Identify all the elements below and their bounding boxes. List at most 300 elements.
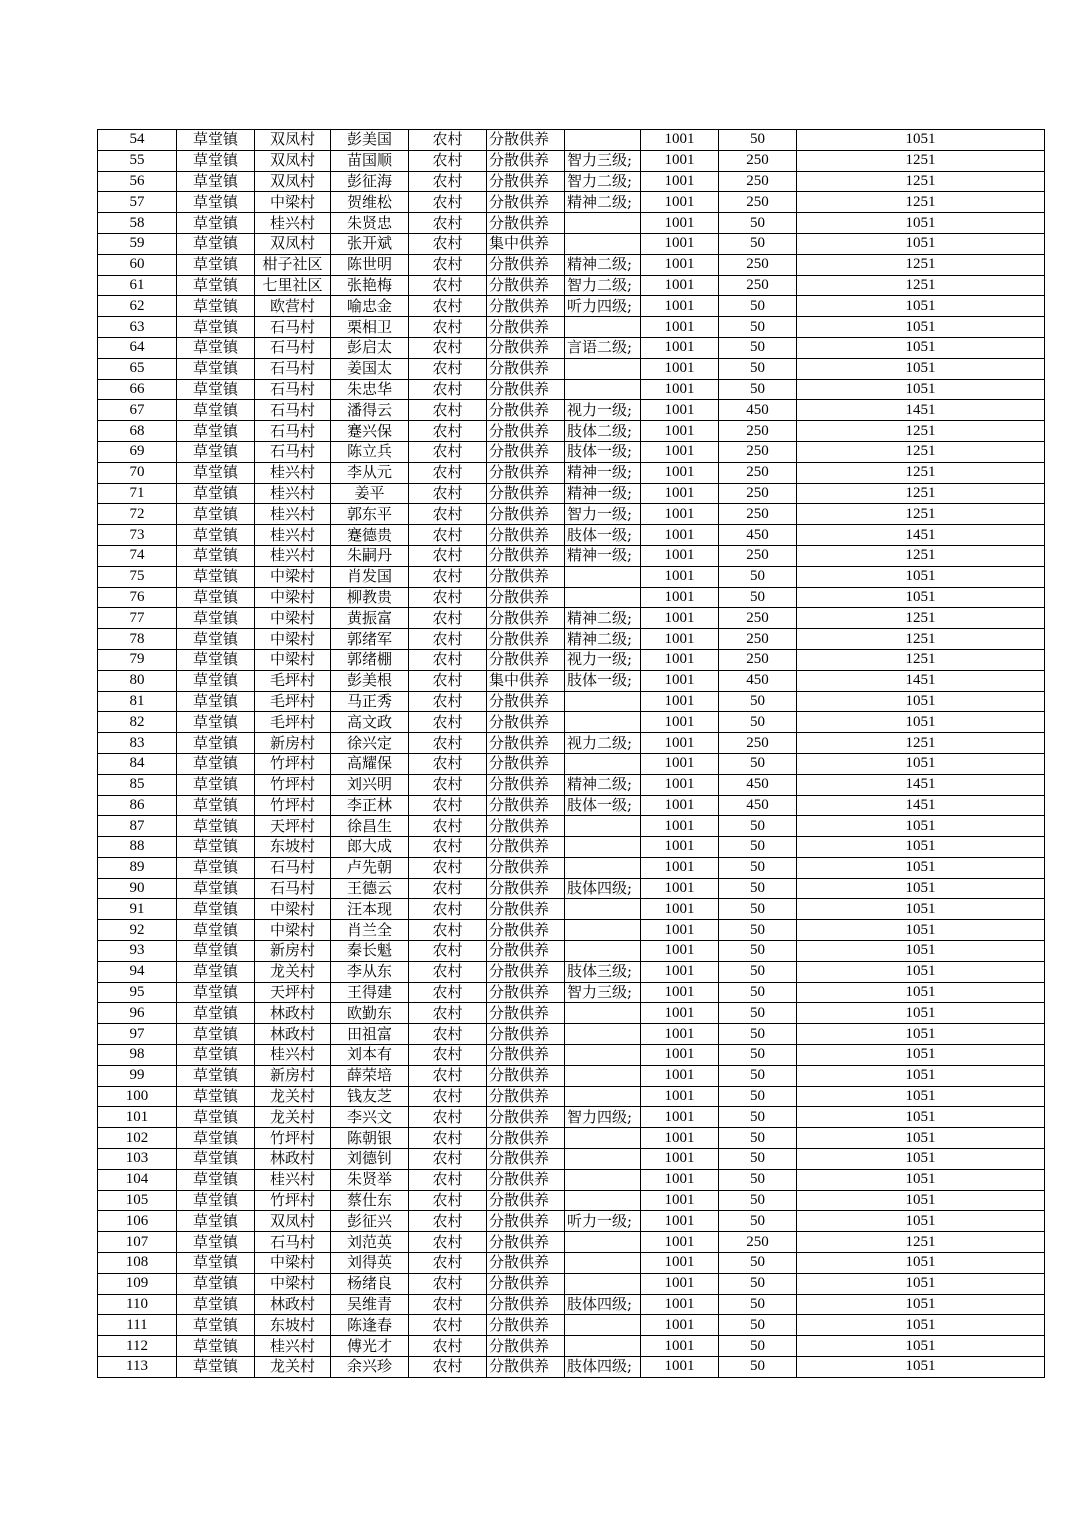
cell-disability-level <box>565 920 641 941</box>
cell-person-name: 蹇兴保 <box>331 421 409 442</box>
table-row <box>98 629 1045 650</box>
cell-town: 草堂镇 <box>177 525 255 546</box>
cell-person-name: 苗国顺 <box>331 150 409 171</box>
cell-base-amount: 1001 <box>641 1128 719 1149</box>
table-row <box>98 317 1045 338</box>
cell-person-name: 朱忠华 <box>331 379 409 400</box>
table-row <box>98 400 1045 421</box>
cell-row-number: 99 <box>98 1065 177 1086</box>
cell-base-amount: 1001 <box>641 712 719 733</box>
cell-row-number: 98 <box>98 1045 177 1066</box>
cell-total-amount: 1251 <box>797 171 1045 192</box>
cell-village: 石马村 <box>255 1232 331 1253</box>
cell-town: 草堂镇 <box>177 941 255 962</box>
cell-row-number: 113 <box>98 1357 177 1378</box>
cell-area-type: 农村 <box>409 1357 487 1378</box>
table-row <box>98 1003 1045 1024</box>
cell-total-amount: 1451 <box>797 670 1045 691</box>
cell-disability-level <box>565 1232 641 1253</box>
cell-base-amount: 1001 <box>641 1086 719 1107</box>
table-row <box>98 857 1045 878</box>
cell-village: 桂兴村 <box>255 483 331 504</box>
cell-support-type: 分散供养 <box>487 1211 565 1232</box>
cell-person-name: 吴维青 <box>331 1294 409 1315</box>
cell-total-amount: 1051 <box>797 337 1045 358</box>
cell-total-amount: 1251 <box>797 629 1045 650</box>
table-row <box>98 233 1045 254</box>
cell-row-number: 78 <box>98 629 177 650</box>
cell-area-type: 农村 <box>409 1336 487 1357</box>
cell-person-name: 肖发国 <box>331 566 409 587</box>
cell-area-type: 农村 <box>409 275 487 296</box>
cell-total-amount: 1051 <box>797 1128 1045 1149</box>
cell-support-type: 分散供养 <box>487 649 565 670</box>
cell-village: 欧营村 <box>255 296 331 317</box>
cell-total-amount: 1051 <box>797 920 1045 941</box>
cell-row-number: 110 <box>98 1294 177 1315</box>
cell-disability-level <box>565 1003 641 1024</box>
cell-total-amount: 1051 <box>797 317 1045 338</box>
cell-support-type: 分散供养 <box>487 587 565 608</box>
cell-base-amount: 1001 <box>641 1294 719 1315</box>
cell-total-amount: 1051 <box>797 1107 1045 1128</box>
cell-town: 草堂镇 <box>177 774 255 795</box>
cell-disability-level: 智力四级; <box>565 1107 641 1128</box>
cell-row-number: 79 <box>98 649 177 670</box>
cell-person-name: 钱友芝 <box>331 1086 409 1107</box>
cell-village: 石马村 <box>255 441 331 462</box>
cell-area-type: 农村 <box>409 753 487 774</box>
cell-village: 桂兴村 <box>255 504 331 525</box>
cell-support-type: 分散供养 <box>487 358 565 379</box>
cell-town: 草堂镇 <box>177 1315 255 1336</box>
table-row <box>98 1357 1045 1378</box>
cell-disability-level <box>565 566 641 587</box>
cell-person-name: 卢先朝 <box>331 857 409 878</box>
cell-area-type: 农村 <box>409 774 487 795</box>
cell-village: 东坡村 <box>255 1315 331 1336</box>
cell-area-type: 农村 <box>409 961 487 982</box>
cell-subsidy-amount: 250 <box>719 171 797 192</box>
cell-person-name: 栗相卫 <box>331 317 409 338</box>
cell-base-amount: 1001 <box>641 982 719 1003</box>
cell-total-amount: 1451 <box>797 774 1045 795</box>
cell-town: 草堂镇 <box>177 1273 255 1294</box>
cell-village: 桂兴村 <box>255 525 331 546</box>
cell-person-name: 蔡仕东 <box>331 1190 409 1211</box>
cell-person-name: 李从东 <box>331 961 409 982</box>
cell-total-amount: 1051 <box>797 1045 1045 1066</box>
cell-village: 中梁村 <box>255 629 331 650</box>
cell-total-amount: 1051 <box>797 1169 1045 1190</box>
cell-town: 草堂镇 <box>177 1294 255 1315</box>
cell-village: 林政村 <box>255 1149 331 1170</box>
cell-town: 草堂镇 <box>177 192 255 213</box>
cell-person-name: 喻忠金 <box>331 296 409 317</box>
cell-support-type: 分散供养 <box>487 1253 565 1274</box>
table-row <box>98 753 1045 774</box>
cell-village: 竹坪村 <box>255 795 331 816</box>
cell-area-type: 农村 <box>409 1232 487 1253</box>
table-row <box>98 337 1045 358</box>
cell-area-type: 农村 <box>409 941 487 962</box>
cell-disability-level <box>565 691 641 712</box>
cell-support-type: 分散供养 <box>487 1315 565 1336</box>
cell-disability-level: 智力三级; <box>565 982 641 1003</box>
cell-disability-level: 视力一级; <box>565 649 641 670</box>
cell-support-type: 分散供养 <box>487 1273 565 1294</box>
cell-row-number: 62 <box>98 296 177 317</box>
cell-subsidy-amount: 50 <box>719 1024 797 1045</box>
cell-disability-level: 听力一级; <box>565 1211 641 1232</box>
cell-total-amount: 1051 <box>797 566 1045 587</box>
table-row <box>98 920 1045 941</box>
cell-row-number: 59 <box>98 233 177 254</box>
cell-area-type: 农村 <box>409 1024 487 1045</box>
cell-row-number: 61 <box>98 275 177 296</box>
cell-support-type: 分散供养 <box>487 150 565 171</box>
cell-town: 草堂镇 <box>177 337 255 358</box>
cell-disability-level <box>565 1273 641 1294</box>
cell-area-type: 农村 <box>409 421 487 442</box>
cell-village: 林政村 <box>255 1024 331 1045</box>
cell-subsidy-amount: 50 <box>719 317 797 338</box>
cell-village: 中梁村 <box>255 192 331 213</box>
cell-disability-level <box>565 1253 641 1274</box>
cell-base-amount: 1001 <box>641 1149 719 1170</box>
cell-row-number: 112 <box>98 1336 177 1357</box>
cell-disability-level: 肢体一级; <box>565 525 641 546</box>
cell-area-type: 农村 <box>409 525 487 546</box>
cell-town: 草堂镇 <box>177 753 255 774</box>
cell-support-type: 分散供养 <box>487 525 565 546</box>
cell-row-number: 94 <box>98 961 177 982</box>
cell-base-amount: 1001 <box>641 1169 719 1190</box>
cell-town: 草堂镇 <box>177 1065 255 1086</box>
cell-disability-level: 听力四级; <box>565 296 641 317</box>
cell-row-number: 72 <box>98 504 177 525</box>
cell-total-amount: 1051 <box>797 961 1045 982</box>
cell-total-amount: 1051 <box>797 816 1045 837</box>
cell-row-number: 65 <box>98 358 177 379</box>
cell-row-number: 64 <box>98 337 177 358</box>
cell-person-name: 刘德钊 <box>331 1149 409 1170</box>
cell-row-number: 58 <box>98 213 177 234</box>
cell-village: 双凤村 <box>255 1211 331 1232</box>
cell-town: 草堂镇 <box>177 1190 255 1211</box>
cell-town: 草堂镇 <box>177 275 255 296</box>
cell-total-amount: 1251 <box>797 608 1045 629</box>
cell-person-name: 汪本现 <box>331 899 409 920</box>
cell-town: 草堂镇 <box>177 899 255 920</box>
cell-disability-level <box>565 358 641 379</box>
cell-total-amount: 1051 <box>797 1315 1045 1336</box>
cell-total-amount: 1051 <box>797 1211 1045 1232</box>
cell-town: 草堂镇 <box>177 1024 255 1045</box>
cell-base-amount: 1001 <box>641 1107 719 1128</box>
cell-village: 七里社区 <box>255 275 331 296</box>
cell-total-amount: 1451 <box>797 525 1045 546</box>
cell-village: 毛坪村 <box>255 691 331 712</box>
table-row <box>98 587 1045 608</box>
cell-total-amount: 1051 <box>797 1253 1045 1274</box>
cell-row-number: 56 <box>98 171 177 192</box>
cell-total-amount: 1051 <box>797 587 1045 608</box>
cell-total-amount: 1451 <box>797 795 1045 816</box>
cell-base-amount: 1001 <box>641 296 719 317</box>
table-row <box>98 670 1045 691</box>
cell-total-amount: 1051 <box>797 1003 1045 1024</box>
cell-base-amount: 1001 <box>641 400 719 421</box>
cell-subsidy-amount: 50 <box>719 941 797 962</box>
cell-total-amount: 1051 <box>797 213 1045 234</box>
cell-total-amount: 1051 <box>797 1024 1045 1045</box>
cell-disability-level <box>565 899 641 920</box>
cell-subsidy-amount: 50 <box>719 1045 797 1066</box>
cell-base-amount: 1001 <box>641 1003 719 1024</box>
cell-village: 桂兴村 <box>255 1169 331 1190</box>
cell-person-name: 潘得云 <box>331 400 409 421</box>
cell-town: 草堂镇 <box>177 358 255 379</box>
cell-subsidy-amount: 50 <box>719 1107 797 1128</box>
table-row <box>98 213 1045 234</box>
cell-disability-level: 视力一级; <box>565 400 641 421</box>
cell-area-type: 农村 <box>409 1086 487 1107</box>
cell-town: 草堂镇 <box>177 712 255 733</box>
cell-person-name: 余兴珍 <box>331 1357 409 1378</box>
table-row <box>98 1086 1045 1107</box>
cell-area-type: 农村 <box>409 1315 487 1336</box>
cell-disability-level <box>565 1190 641 1211</box>
cell-disability-level: 视力二级; <box>565 733 641 754</box>
cell-village: 龙关村 <box>255 1107 331 1128</box>
cell-subsidy-amount: 250 <box>719 483 797 504</box>
cell-person-name: 彭启太 <box>331 337 409 358</box>
cell-person-name: 肖兰全 <box>331 920 409 941</box>
cell-town: 草堂镇 <box>177 1107 255 1128</box>
cell-total-amount: 1051 <box>797 753 1045 774</box>
cell-subsidy-amount: 50 <box>719 1273 797 1294</box>
cell-base-amount: 1001 <box>641 1211 719 1232</box>
cell-town: 草堂镇 <box>177 816 255 837</box>
cell-base-amount: 1001 <box>641 733 719 754</box>
table-row <box>98 545 1045 566</box>
cell-subsidy-amount: 50 <box>719 1315 797 1336</box>
cell-area-type: 农村 <box>409 545 487 566</box>
table-row <box>98 1128 1045 1149</box>
cell-subsidy-amount: 50 <box>719 358 797 379</box>
cell-area-type: 农村 <box>409 816 487 837</box>
cell-disability-level: 精神一级; <box>565 483 641 504</box>
cell-area-type: 农村 <box>409 337 487 358</box>
welfare-table <box>97 129 1045 1378</box>
cell-total-amount: 1051 <box>797 691 1045 712</box>
cell-person-name: 郭绪军 <box>331 629 409 650</box>
cell-support-type: 分散供养 <box>487 774 565 795</box>
cell-person-name: 姜平 <box>331 483 409 504</box>
cell-support-type: 分散供养 <box>487 441 565 462</box>
cell-village: 桂兴村 <box>255 462 331 483</box>
cell-subsidy-amount: 50 <box>719 1190 797 1211</box>
cell-disability-level <box>565 1169 641 1190</box>
table-row <box>98 192 1045 213</box>
cell-row-number: 108 <box>98 1253 177 1274</box>
cell-village: 石马村 <box>255 379 331 400</box>
cell-area-type: 农村 <box>409 483 487 504</box>
cell-area-type: 农村 <box>409 358 487 379</box>
cell-village: 龙关村 <box>255 1086 331 1107</box>
cell-support-type: 分散供养 <box>487 1336 565 1357</box>
cell-support-type: 分散供养 <box>487 275 565 296</box>
cell-total-amount: 1051 <box>797 899 1045 920</box>
cell-row-number: 84 <box>98 753 177 774</box>
cell-village: 天坪村 <box>255 982 331 1003</box>
cell-base-amount: 1001 <box>641 1045 719 1066</box>
cell-row-number: 91 <box>98 899 177 920</box>
cell-support-type: 分散供养 <box>487 1107 565 1128</box>
cell-person-name: 陈朝银 <box>331 1128 409 1149</box>
cell-support-type: 分散供养 <box>487 795 565 816</box>
cell-disability-level: 精神二级; <box>565 608 641 629</box>
cell-village: 新房村 <box>255 1065 331 1086</box>
cell-row-number: 93 <box>98 941 177 962</box>
cell-disability-level: 精神二级; <box>565 629 641 650</box>
cell-disability-level <box>565 1149 641 1170</box>
cell-village: 石马村 <box>255 878 331 899</box>
cell-person-name: 王德云 <box>331 878 409 899</box>
cell-row-number: 57 <box>98 192 177 213</box>
cell-subsidy-amount: 50 <box>719 233 797 254</box>
cell-row-number: 60 <box>98 254 177 275</box>
cell-row-number: 105 <box>98 1190 177 1211</box>
table-row <box>98 1045 1045 1066</box>
cell-town: 草堂镇 <box>177 566 255 587</box>
cell-town: 草堂镇 <box>177 587 255 608</box>
cell-support-type: 分散供养 <box>487 400 565 421</box>
cell-row-number: 95 <box>98 982 177 1003</box>
cell-subsidy-amount: 50 <box>719 961 797 982</box>
cell-total-amount: 1051 <box>797 233 1045 254</box>
cell-support-type: 分散供养 <box>487 1190 565 1211</box>
cell-person-name: 陈逢春 <box>331 1315 409 1336</box>
cell-town: 草堂镇 <box>177 649 255 670</box>
cell-person-name: 刘本有 <box>331 1045 409 1066</box>
cell-subsidy-amount: 50 <box>719 1065 797 1086</box>
cell-area-type: 农村 <box>409 1149 487 1170</box>
cell-area-type: 农村 <box>409 691 487 712</box>
cell-row-number: 88 <box>98 837 177 858</box>
cell-support-type: 分散供养 <box>487 857 565 878</box>
cell-row-number: 74 <box>98 545 177 566</box>
cell-support-type: 分散供养 <box>487 941 565 962</box>
cell-subsidy-amount: 450 <box>719 400 797 421</box>
cell-village: 中梁村 <box>255 566 331 587</box>
cell-subsidy-amount: 50 <box>719 691 797 712</box>
table-row <box>98 941 1045 962</box>
cell-area-type: 农村 <box>409 1107 487 1128</box>
cell-area-type: 农村 <box>409 171 487 192</box>
cell-base-amount: 1001 <box>641 441 719 462</box>
cell-base-amount: 1001 <box>641 1253 719 1274</box>
cell-subsidy-amount: 50 <box>719 130 797 151</box>
cell-subsidy-amount: 250 <box>719 608 797 629</box>
cell-total-amount: 1251 <box>797 421 1045 442</box>
cell-support-type: 分散供养 <box>487 130 565 151</box>
cell-base-amount: 1001 <box>641 421 719 442</box>
cell-disability-level: 精神一级; <box>565 545 641 566</box>
cell-person-name: 薛荣培 <box>331 1065 409 1086</box>
cell-row-number: 69 <box>98 441 177 462</box>
cell-support-type: 分散供养 <box>487 712 565 733</box>
cell-area-type: 农村 <box>409 878 487 899</box>
cell-area-type: 农村 <box>409 795 487 816</box>
cell-base-amount: 1001 <box>641 691 719 712</box>
cell-row-number: 96 <box>98 1003 177 1024</box>
cell-person-name: 秦长魁 <box>331 941 409 962</box>
cell-area-type: 农村 <box>409 920 487 941</box>
cell-area-type: 农村 <box>409 1253 487 1274</box>
cell-village: 桂兴村 <box>255 213 331 234</box>
cell-support-type: 分散供养 <box>487 483 565 504</box>
cell-base-amount: 1001 <box>641 608 719 629</box>
cell-disability-level <box>565 712 641 733</box>
cell-disability-level: 肢体三级; <box>565 961 641 982</box>
cell-total-amount: 1251 <box>797 1232 1045 1253</box>
cell-row-number: 89 <box>98 857 177 878</box>
cell-support-type: 分散供养 <box>487 192 565 213</box>
cell-base-amount: 1001 <box>641 1024 719 1045</box>
cell-area-type: 农村 <box>409 233 487 254</box>
cell-base-amount: 1001 <box>641 899 719 920</box>
cell-base-amount: 1001 <box>641 1273 719 1294</box>
cell-disability-level: 肢体一级; <box>565 670 641 691</box>
cell-base-amount: 1001 <box>641 171 719 192</box>
cell-base-amount: 1001 <box>641 213 719 234</box>
cell-area-type: 农村 <box>409 130 487 151</box>
cell-base-amount: 1001 <box>641 504 719 525</box>
cell-subsidy-amount: 50 <box>719 1003 797 1024</box>
cell-person-name: 黄振富 <box>331 608 409 629</box>
cell-disability-level: 精神二级; <box>565 192 641 213</box>
cell-base-amount: 1001 <box>641 1065 719 1086</box>
cell-subsidy-amount: 250 <box>719 733 797 754</box>
cell-village: 竹坪村 <box>255 1128 331 1149</box>
cell-row-number: 73 <box>98 525 177 546</box>
cell-subsidy-amount: 450 <box>719 774 797 795</box>
table-row <box>98 441 1045 462</box>
cell-subsidy-amount: 50 <box>719 1253 797 1274</box>
cell-row-number: 68 <box>98 421 177 442</box>
cell-disability-level: 精神二级; <box>565 774 641 795</box>
cell-row-number: 85 <box>98 774 177 795</box>
cell-base-amount: 1001 <box>641 1336 719 1357</box>
cell-area-type: 农村 <box>409 400 487 421</box>
cell-disability-level: 精神一级; <box>565 462 641 483</box>
cell-village: 双凤村 <box>255 171 331 192</box>
cell-subsidy-amount: 50 <box>719 296 797 317</box>
cell-support-type: 分散供养 <box>487 462 565 483</box>
cell-total-amount: 1051 <box>797 358 1045 379</box>
cell-total-amount: 1251 <box>797 441 1045 462</box>
cell-town: 草堂镇 <box>177 795 255 816</box>
cell-base-amount: 1001 <box>641 670 719 691</box>
cell-total-amount: 1251 <box>797 504 1045 525</box>
cell-total-amount: 1051 <box>797 1190 1045 1211</box>
cell-area-type: 农村 <box>409 566 487 587</box>
cell-person-name: 陈立兵 <box>331 441 409 462</box>
cell-village: 中梁村 <box>255 920 331 941</box>
cell-disability-level: 精神二级; <box>565 254 641 275</box>
